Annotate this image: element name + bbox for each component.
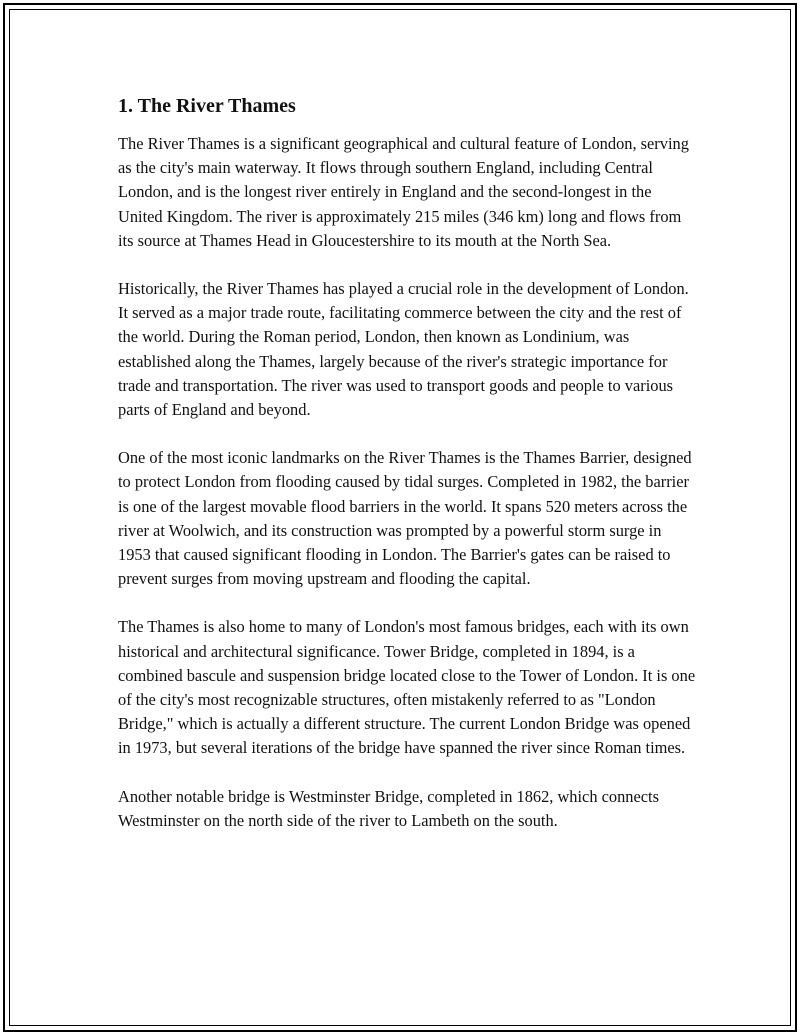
section-title: 1. The River Thames bbox=[118, 95, 296, 117]
paragraph-bridges: The Thames is also home to many of London's most famous bridges, each with its own historical and architectural significance. Tower Bridge, completed in 1894, is a combined bascule and suspension bridge located close to the Tower of London. It is one of the city's most recognizable structures, often mistakenly referred to as "London Bridge," which is actually a different structure. The current London Bridge was opened in 1973, but several iterations of the bridge have spanned the river since Roman times. bbox=[118, 617, 696, 758]
paragraph-overview: The River Thames is a significant geographical and cultural feature of London, serving as the city's main waterway. It flows through southern England, including Central London, and is the longest river entirely in England and the second-longest in the United Kingdom. The river is approximately 215 miles (346 km) long and flows from its source at Thames Head in Gloucestershire to its mouth at the North Sea. bbox=[118, 134, 689, 250]
paragraph-thames-barrier: One of the most iconic landmarks on the River Thames is the Thames Barrier, designed to protect London from flooding caused by tidal surges. Completed in 1982, the barrier is one of the largest movable flood barriers in the world. It spans 520 meters across the river at Woolwich, and its construction was prompted by a powerful storm surge in 1953 that caused significant flooding in London. The Barrier's gates can be raised to prevent surges from moving upstream and flooding the capital. bbox=[118, 448, 692, 589]
paragraph-history: Historically, the River Thames has played a crucial role in the development of London. It served as a major trade route, facilitating commerce between the city and the rest of the world. During the Roman period, London, then known as Londinium, was established along the Thames, largely because of the river's strategic importance for trade and transportation. The river was used to transport goods and people to various parts of England and beyond. bbox=[118, 279, 689, 420]
paragraph-westminster-bridge: Another notable bridge is Westminster Bridge, completed in 1862, which connects Westminster on the north side of the river to Lambeth on the south. bbox=[118, 786, 659, 830]
document-body bbox=[118, 92, 698, 857]
